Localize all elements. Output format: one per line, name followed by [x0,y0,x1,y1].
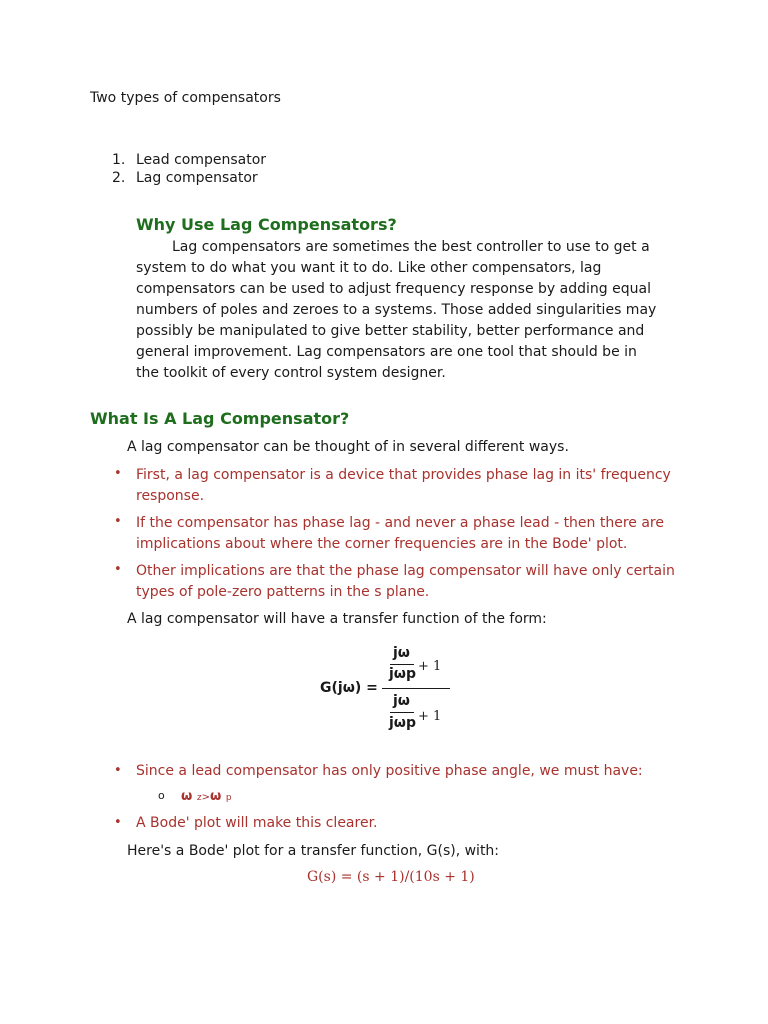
formula-lhs: G(jω) = [320,680,378,696]
why-paragraph: Lag compensators are sometimes the best controller to use to get a system to do what you want it to do. Like other compensators, lag compensators can be used to adjust frequency response by adding equal numbers of poles and zeroes to a systems. Those added singularities may possibly be manipulated to give better stability, better performance and general improvement. Lag compensators are one tool that should be in the toolkit of every control system designer. [136,239,657,381]
list-item-number: 1. [112,152,126,168]
sub-bullet-marker: o [158,789,165,802]
bullet-marker: • [114,466,122,481]
bullet-phase-lag: First, a lag compensator is a device that provides phase lag in its' frequency response. [136,467,671,504]
list-item-number: 2. [112,170,126,186]
omega-inequality: ω z>ω p [181,789,232,804]
bullet-marker: • [114,763,122,778]
formula-inner-fraction-line [390,712,414,713]
formula-num-bottom: jωp [389,666,416,682]
formula-inner-fraction-line [390,664,414,665]
formula-den-plus-one: + 1 [418,709,442,724]
bullet-bode-plot: A Bode' plot will make this clearer. [136,815,378,831]
list-item: Lead compensator [136,152,267,168]
bullet-marker: • [114,562,122,577]
transfer-function-intro: A lag compensator will have a transfer function of the form: [127,611,547,627]
bode-intro: Here's a Bode' plot for a transfer function, G(s), with: [127,843,500,859]
list-item: Lag compensator [136,170,258,186]
formula-num-plus-one: + 1 [418,659,442,674]
formula-main-fraction-line [382,688,450,689]
bullet-pole-zero: Other implications are that the phase lag compensator will have only certain types of pole-zero patterns in the s plane. [136,563,675,600]
formula-num-top: jω [393,645,410,661]
formula-den-bottom: jωp [389,715,416,731]
bullet-marker: • [114,514,122,529]
bullet-marker: • [114,815,122,830]
intro-text: Two types of compensators [90,90,281,106]
bullet-corner-frequencies: If the compensator has phase lag - and never a phase lead - then there are implications about where the corner frequencies are in the Bode' plot. [136,515,664,552]
example-transfer-function: G(s) = (s + 1)/(10s + 1) [307,869,475,885]
formula-den-top: jω [393,693,410,709]
what-intro: A lag compensator can be thought of in several different ways. [127,439,569,455]
bullet-positive-phase: Since a lead compensator has only positive phase angle, we must have: [136,763,643,779]
what-heading: What Is A Lag Compensator? [90,409,350,428]
why-heading: Why Use Lag Compensators? [136,215,397,234]
